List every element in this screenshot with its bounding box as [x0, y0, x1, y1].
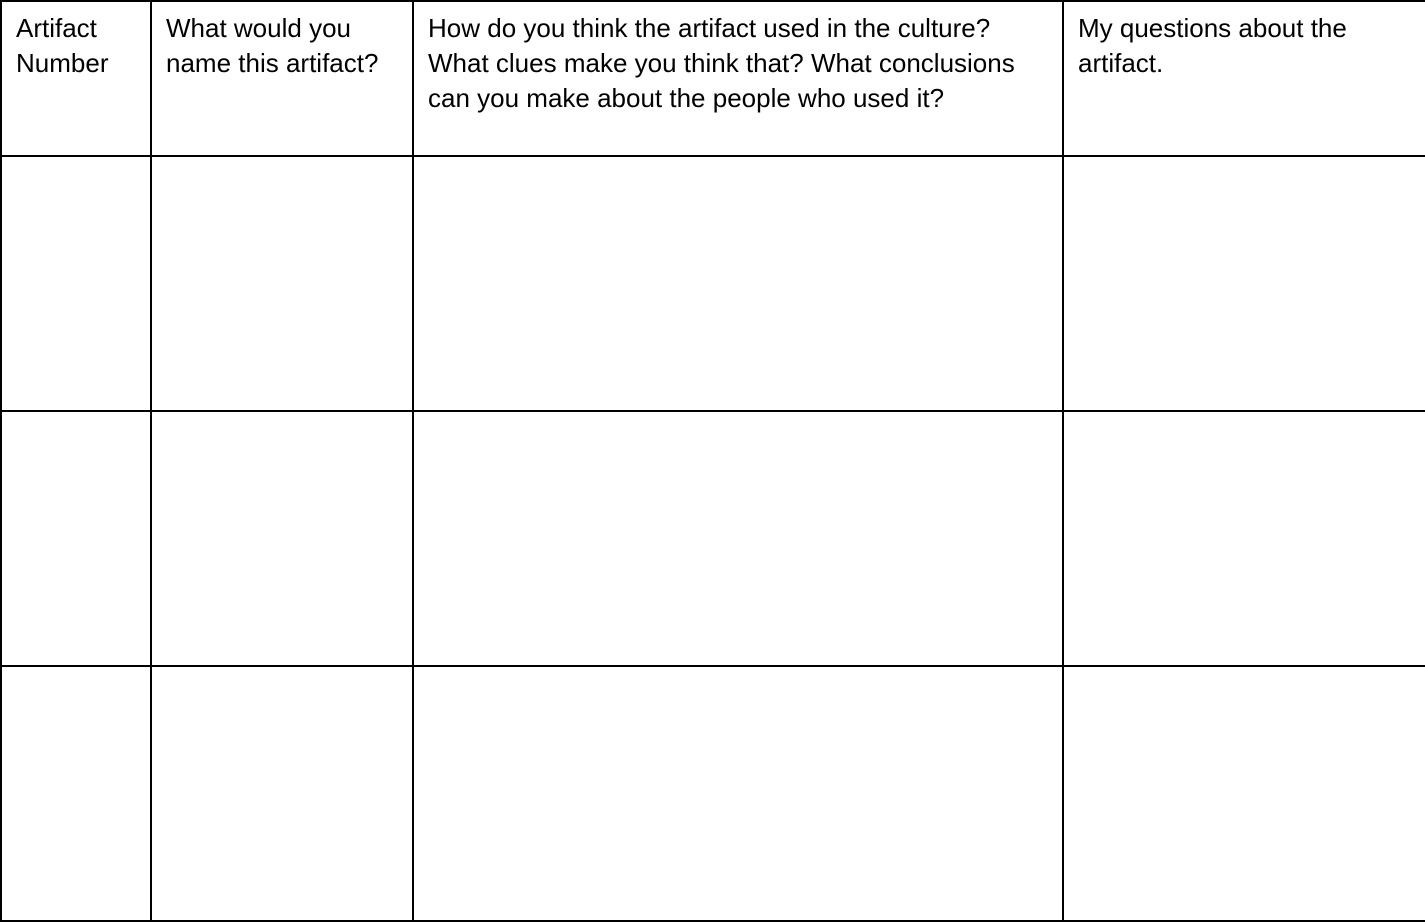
answer-row-3 — [1, 666, 1425, 921]
answer-cell-artifact-number[interactable] — [1, 666, 151, 921]
answer-cell-artifact-number[interactable] — [1, 156, 151, 411]
header-artifact-number: Artifact Number — [1, 1, 151, 156]
answer-cell-artifact-name[interactable] — [151, 411, 413, 666]
header-artifact-name: What would you name this artifact? — [151, 1, 413, 156]
answer-cell-artifact-name[interactable] — [151, 666, 413, 921]
answer-cell-my-questions[interactable] — [1063, 666, 1425, 921]
answer-cell-my-questions[interactable] — [1063, 156, 1425, 411]
answer-cell-artifact-number[interactable] — [1, 411, 151, 666]
answer-cell-artifact-use[interactable] — [413, 411, 1063, 666]
answer-cell-artifact-use[interactable] — [413, 666, 1063, 921]
header-artifact-use: How do you think the artifact used in the culture? What clues make you think that? What conclusions can you make about the people who used it? — [413, 1, 1063, 156]
answer-row-2 — [1, 411, 1425, 666]
header-row — [1, 1, 1425, 156]
header-my-questions: My questions about the artifact. — [1063, 1, 1425, 156]
answer-cell-artifact-use[interactable] — [413, 156, 1063, 411]
answer-cell-my-questions[interactable] — [1063, 411, 1425, 666]
answer-row-1 — [1, 156, 1425, 411]
answer-cell-artifact-name[interactable] — [151, 156, 413, 411]
